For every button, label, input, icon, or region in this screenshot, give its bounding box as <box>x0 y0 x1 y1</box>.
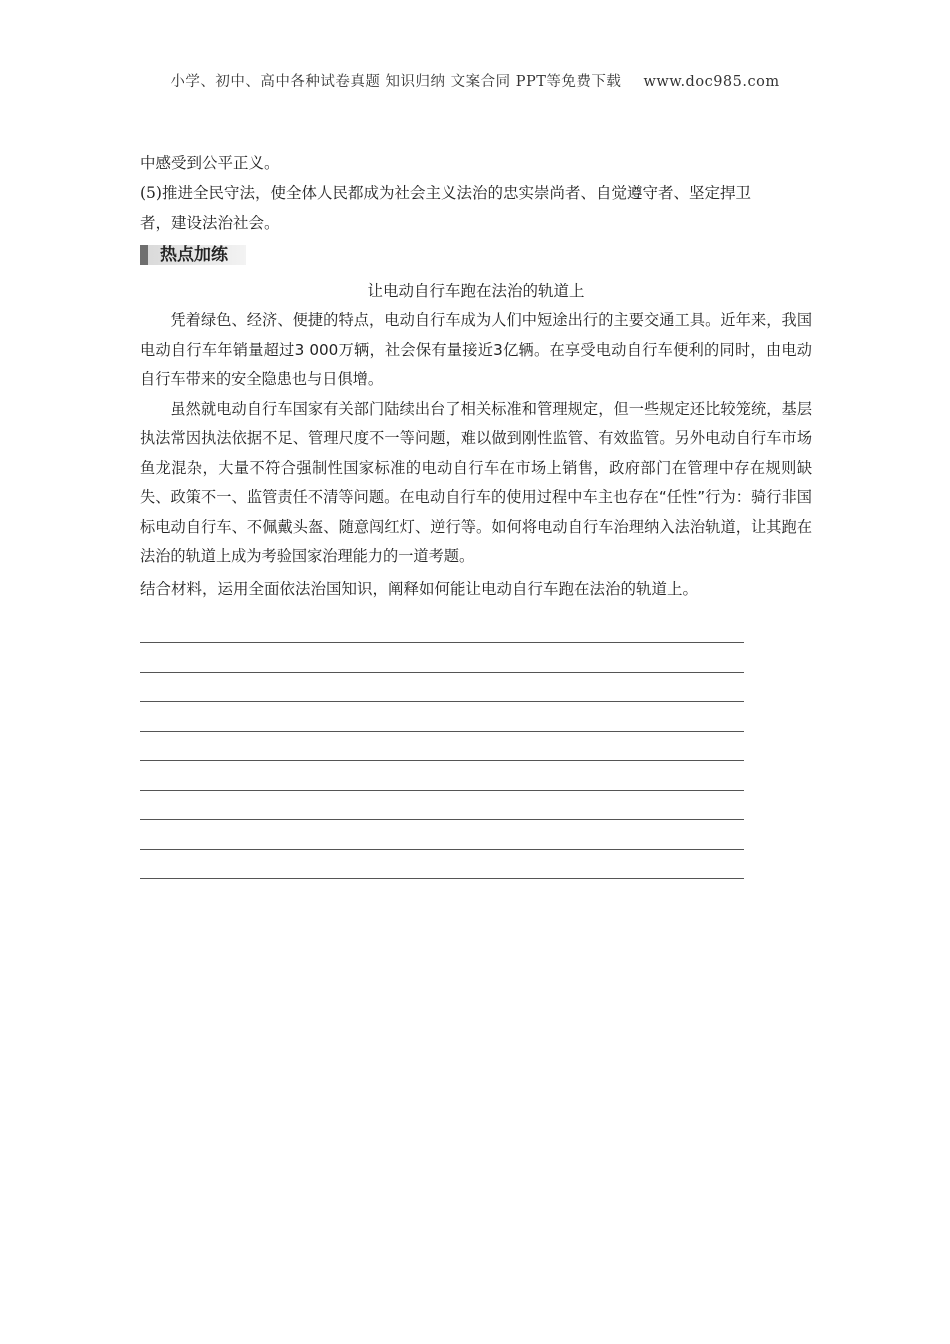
header-site: www.doc985.com <box>643 74 780 90</box>
header-text: 小学、初中、高中各种试卷真题 知识归纳 文案合同 PPT等免费下载 <box>170 74 622 90</box>
answer-line[interactable] <box>140 761 744 791</box>
page-header <box>0 70 950 91</box>
answer-line[interactable] <box>140 702 744 732</box>
answer-line[interactable] <box>140 850 744 880</box>
answer-line[interactable] <box>140 614 744 644</box>
section-heading-text: 热点加练 <box>160 245 228 265</box>
answer-line[interactable] <box>140 820 744 850</box>
answer-line[interactable] <box>140 643 744 673</box>
page-content <box>140 148 812 879</box>
answer-area[interactable] <box>140 614 744 880</box>
answer-line[interactable] <box>140 673 744 703</box>
article-paragraph-1: 凭着绿色、经济、便捷的特点，电动自行车成为人们中短途出行的主要交通工具。近年来，我国电动自行车年销量超过3 000万辆，社会保有量接近3亿辆。在享受电动自行车便利的同时，由电动自行车带来的安全隐患也与日俱增。 <box>140 311 812 388</box>
point5-line2: 者，建设法治社会。 <box>140 214 280 232</box>
question-text: 结合材料，运用全面依法治国知识，阐释如何能让电动自行车跑在法治的轨道上。 <box>140 579 699 598</box>
continuation-text: 中感受到公平正义。 <box>140 154 280 172</box>
point5-line1: (5)推进全民守法，使全体人民都成为社会主义法治的忠实崇尚者、自觉遵守者、坚定捍卫 <box>140 184 751 202</box>
answer-line[interactable] <box>140 791 744 821</box>
answer-line[interactable] <box>140 732 744 762</box>
section-heading <box>140 242 812 268</box>
article-title: 让电动自行车跑在法治的轨道上 <box>367 282 585 300</box>
article-paragraph-2: 虽然就电动自行车国家有关部门陆续出台了相关标准和管理规定，但一些规定还比较笼统，基层执法常因执法依据不足、管理尺度不一等问题，难以做到刚性监管、有效监管。另外电动自行车市场鱼龙混杂，大量不符合强制性国家标准的电动自行车在市场上销售，政府部门在管理中存在规则缺失、政策不一、监管责任不清等问题。在电动自行车的使用过程中车主也存在“任性”行为：骑行非国标电动自行车、不佩戴头盔、随意闯红灯、逆行等。如何将电动自行车治理纳入法治轨道，让其跑在法治的轨道上成为考验国家治理能力的一道考题。 <box>140 399 812 565</box>
section-heading-marker-icon <box>140 245 148 265</box>
